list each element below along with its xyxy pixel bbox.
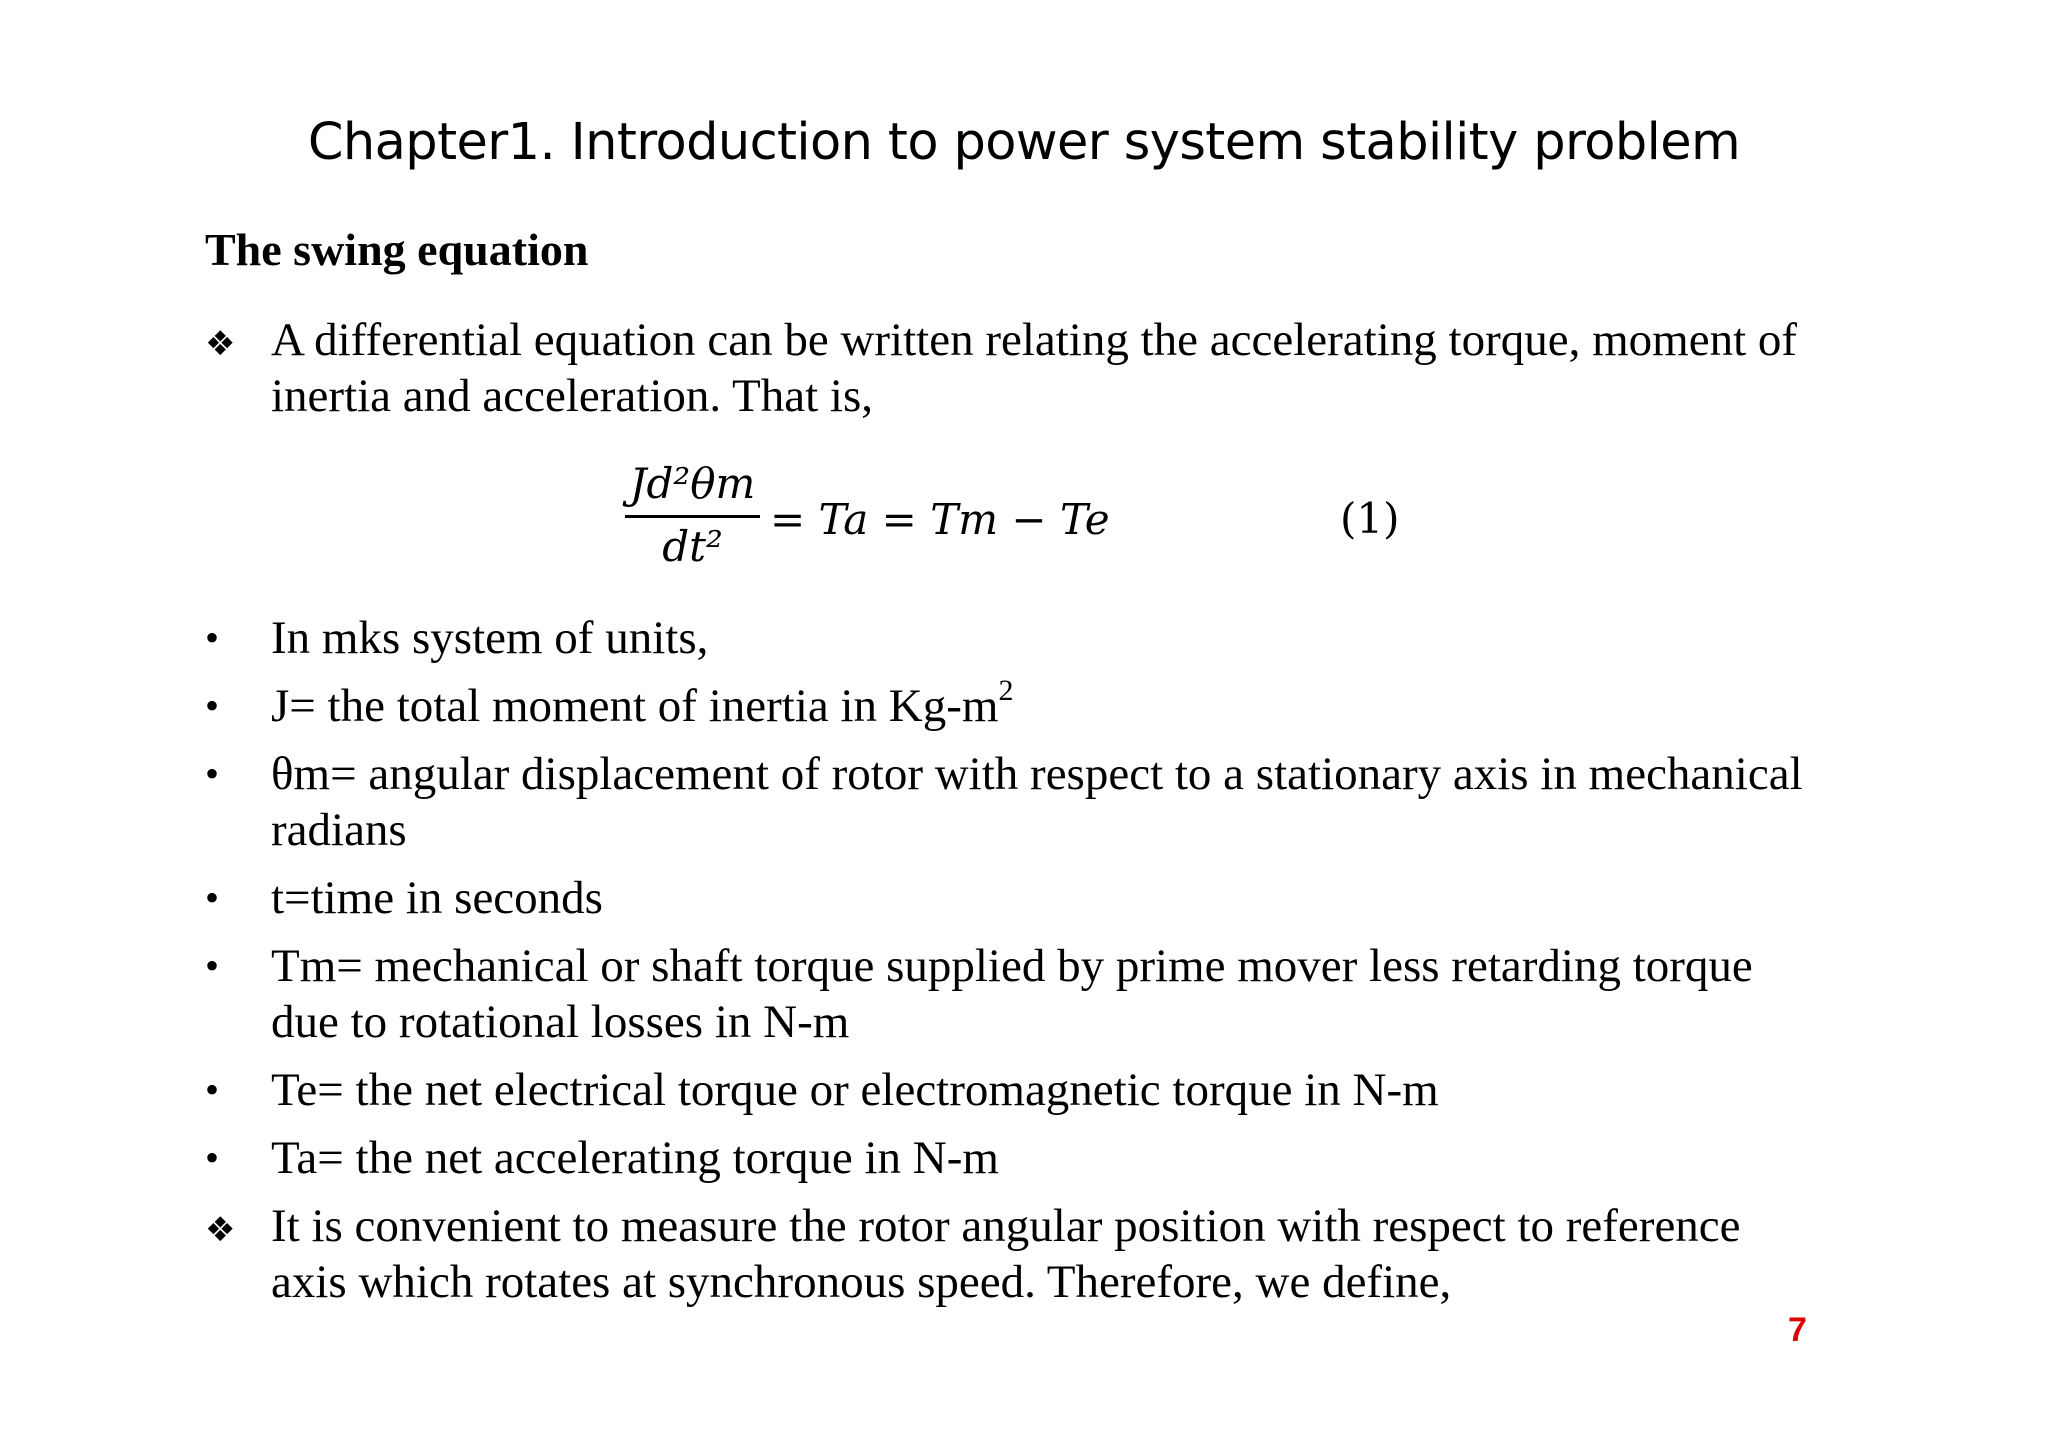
bullet-icon: • [205,1067,220,1112]
diamond-bullet-icon: ❖ [205,1210,236,1250]
equation-number: (1) [1340,494,1400,543]
bullet-line: Te= the net electrical torque or electromagnetic torque in N-m [271,1064,1439,1116]
bullet-icon: • [205,751,220,796]
closing-line-1: It is convenient to measure the rotor angular position with respect to reference [271,1200,1741,1252]
intro-text [271,312,2048,424]
bullet-icon: • [205,943,220,988]
bullet-icon: • [205,615,220,660]
bullet-line: θm= angular displacement of rotor with respect to a stationary axis in mechanical [271,748,1803,800]
bullet-line: radians [271,804,407,856]
bullet-line: due to rotational losses in N-m [271,996,850,1048]
equation-rhs: = Ta = Tm − Te [770,495,1110,544]
intro-line-1: A differential equation can be written relating the accelerating torque, moment of [271,314,1798,366]
equation-numerator: Jd²θm [629,459,756,508]
diamond-bullet-icon: ❖ [205,324,236,364]
bullet-icon: • [205,875,220,920]
section-heading: The swing equation [205,224,589,275]
superscript: 2 [998,674,1014,707]
bullet-line: Tm= mechanical or shaft torque supplied by prime mover less retarding torque [271,940,1753,992]
bullet-line: t=time in seconds [271,872,603,924]
equation-fraction [620,455,765,576]
bullet-line: In mks system of units, [271,612,709,664]
bullet-line [271,674,2048,734]
bullet-text: J= the total moment of inertia in Kg-m [271,680,999,732]
slide-title: Chapter1. Introduction to power system stability problem [307,113,1741,172]
equation-denominator: dt² [662,522,723,571]
bullet-line: Ta= the net accelerating torque in N-m [271,1132,999,1184]
page-number: 7 [1788,1311,1807,1349]
intro-line-2: inertia and acceleration. That is, [271,370,874,422]
closing-line-2: axis which rotates at synchronous speed. Therefore, we define, [271,1256,1452,1308]
bullet-icon: • [205,1135,220,1180]
bullet-icon: • [205,683,220,728]
